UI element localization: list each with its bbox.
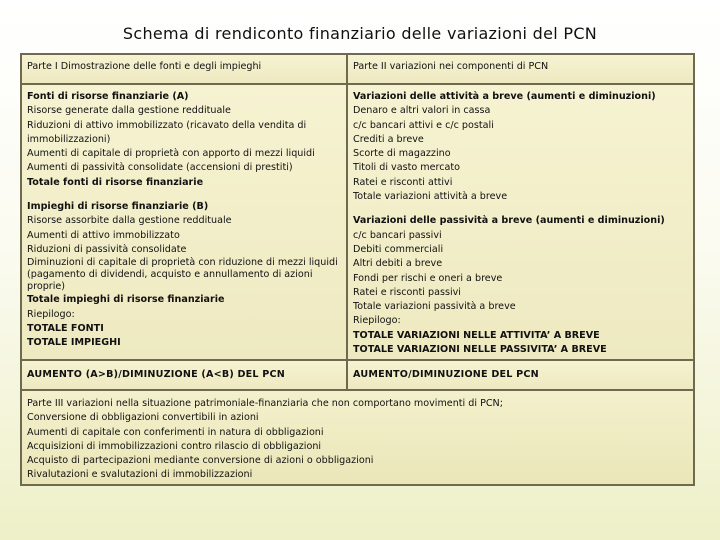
- part3-item: Rivalutazioni e svalutazioni di immobilizzazioni: [27, 469, 253, 481]
- totale-impieghi: TOTALE IMPIEGHI: [27, 337, 121, 349]
- passivita-item: Debiti commerciali: [353, 243, 444, 255]
- part3-item: Conversione di obbligazioni convertibili in azioni: [27, 412, 259, 424]
- part3-header: Parte III variazioni nella situazione patrimoniale-finanziaria che non comportano movimenti di PCN;: [27, 398, 503, 409]
- totale-variazioni-passivita: TOTALE VARIAZIONI NELLE PASSIVITA’ A BREVE: [353, 344, 607, 356]
- part3-item: Acquisto di partecipazioni mediante conversione di azioni o obbligazioni: [27, 455, 374, 467]
- fonti-item: Riduzioni di attivo immobilizzato (ricavato della vendita di immobilizzazioni): [27, 119, 307, 145]
- passivita-item: Ratei e risconti passivi: [353, 286, 461, 298]
- impieghi-item: Risorse assorbite dalla gestione reddituale: [27, 215, 232, 227]
- fonti-item: Aumenti di capitale di proprietà con apporto di mezzi liquidi: [27, 148, 315, 160]
- footer-row: [22, 361, 693, 389]
- attivita-item: Titoli di vasto mercato: [353, 162, 461, 174]
- passivita-total: Totale variazioni passività a breve: [353, 301, 516, 313]
- impieghi-item: Diminuzioni di capitale di proprietà con riduzione di mezzi liquidi (pagamento di dividendi, acquisto e annullamento di azioni proprie): [27, 257, 338, 293]
- attivita-total: Totale variazioni attività a breve: [353, 191, 508, 203]
- impieghi-total: Totale impieghi di risorse finanziarie: [27, 294, 225, 306]
- content-row: [22, 85, 693, 359]
- attivita-item: Denaro e altri valori in cassa: [353, 105, 491, 117]
- part2-header: Parte II variazioni nei componenti di PCN: [348, 55, 693, 83]
- impieghi-item: Aumenti di attivo immobilizzato: [27, 229, 180, 241]
- impieghi-title: Impieghi di risorse finanziarie (B): [27, 201, 209, 213]
- part1-content: [22, 85, 346, 359]
- cash-flow-scheme-table: [20, 53, 695, 486]
- part1-header: Parte I Dimostrazione delle fonti e degli impieghi: [22, 55, 346, 83]
- attivita-item: Ratei e risconti attivi: [353, 176, 453, 188]
- totale-variazioni-attivita: TOTALE VARIAZIONI NELLE ATTIVITA’ A BREVE: [353, 329, 600, 341]
- page-title: Schema di rendiconto finanziario delle variazioni del PCN: [122, 24, 598, 43]
- totale-fonti: TOTALE FONTI: [27, 322, 104, 334]
- riepilogo-label: Riepilogo:: [27, 308, 75, 320]
- fonti-item: Risorse generate dalla gestione reddituale: [27, 105, 231, 117]
- header-row: [22, 55, 693, 83]
- passivita-item: Altri debiti a breve: [353, 258, 443, 270]
- fonti-item: Aumenti di passività consolidate (accensioni di prestiti): [27, 162, 293, 174]
- part2-content: [348, 85, 693, 359]
- attivita-title: Variazioni delle attività a breve (aumenti e diminuzioni): [353, 91, 656, 102]
- impieghi-item: Riduzioni di passività consolidate: [27, 243, 187, 255]
- fonti-total: Totale fonti di risorse finanziarie: [27, 176, 204, 188]
- attivita-item: Crediti a breve: [353, 133, 424, 145]
- part2-footer: AUMENTO/DIMINUZIONE DEL PCN: [348, 361, 693, 389]
- part1-footer: AUMENTO (A>B)/DIMINUZIONE (A<B) DEL PCN: [22, 361, 346, 389]
- attivita-item: c/c bancari attivi e c/c postali: [353, 119, 494, 131]
- passivita-item: c/c bancari passivi: [353, 229, 442, 241]
- passivita-title: Variazioni delle passività a breve (aumenti e diminuzioni): [353, 215, 665, 227]
- part3-item: Acquisizioni di immobilizzazioni contro rilascio di obbligazioni: [27, 440, 322, 452]
- part3-item: Aumenti di capitale con conferimenti in natura di obbligazioni: [27, 426, 324, 438]
- part3-section: [22, 391, 693, 484]
- fonti-title: Fonti di risorse finanziarie (A): [27, 91, 189, 102]
- passivita-item: Fondi per rischi e oneri a breve: [353, 272, 503, 284]
- riepilogo-label: Riepilogo:: [353, 315, 401, 327]
- attivita-item: Scorte di magazzino: [353, 148, 451, 160]
